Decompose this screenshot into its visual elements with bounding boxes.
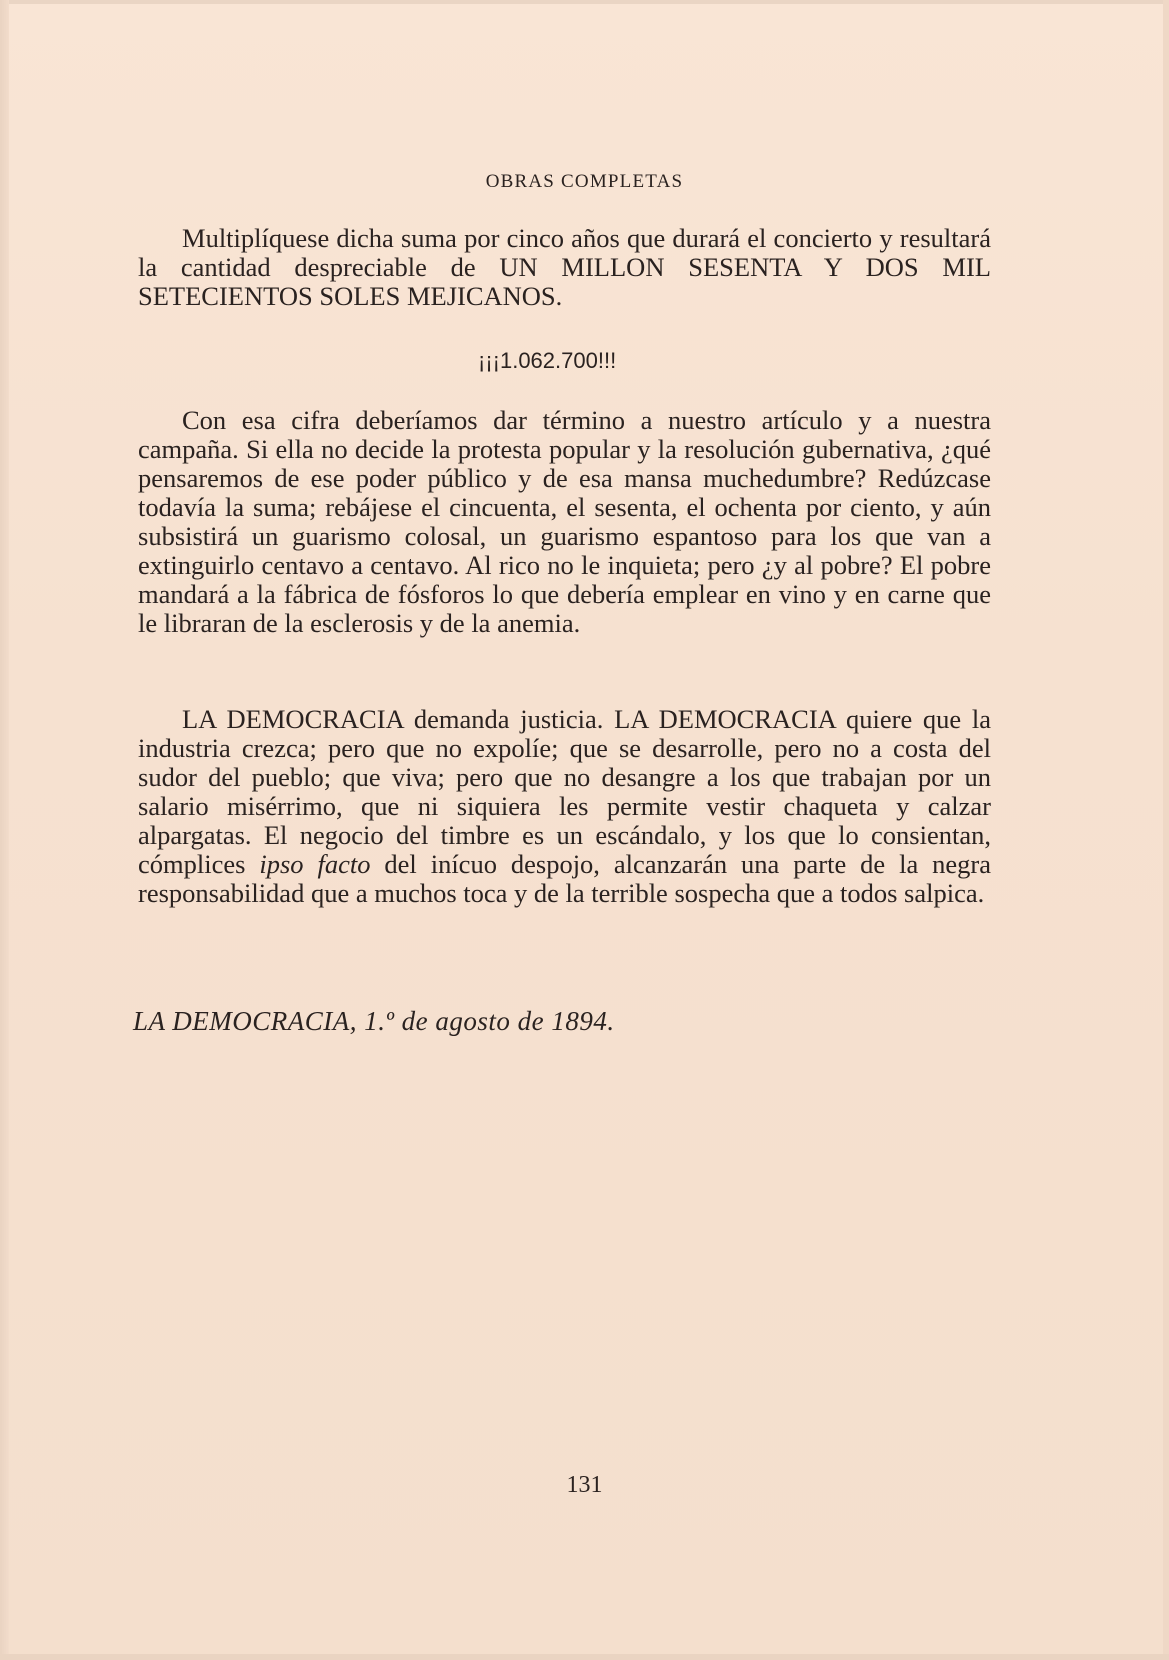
figure-line: ¡¡¡1.062.700!!! (478, 348, 617, 373)
paragraph-1: Multiplíquese dicha suma por cinco años que durará el concierto y resultará la cantidad despreciable de UN MILLON SESENTA Y DOS MIL SETECIENTOS SOLES MEJICANOS. (138, 223, 991, 311)
paragraph-3-italic-phrase: ipso facto (259, 849, 371, 879)
running-head: OBRAS COMPLETAS (485, 171, 684, 192)
page-number: 131 (566, 1472, 603, 1498)
paragraph-2: Con esa cifra deberíamos dar término a nuestro artículo y a nuestra campaña. Si ella no decide la protesta popular y la resolución gubernativa, ¿qué pensaremos de ese poder público y de esa mansa muchedumbre? Redúzcase todavía la suma; rebájese el cincuenta, el sesenta, el ochenta por ciento, y aún subsistirá un guarismo colosal, un guarismo espantoso para los que van a extinguirlo centavo a centavo. Al rico no le inquieta; pero ¿y al pobre? El pobre mandará a la fábrica de fósforos lo que debería emplear en vino y en carne que le libraran de la esclerosis y de la anemia. (138, 405, 991, 638)
page-left-edge (0, 0, 9, 1660)
page-bottom-edge (0, 1654, 1169, 1660)
page-right-edge (1163, 0, 1169, 1660)
paragraph-3 (138, 705, 991, 908)
paragraph-3-text-after: del inícuo despojo, alcanzarán una parte de la negra responsabilidad que a muchos toca y de la terrible sospecha que a todos salpica. (138, 849, 991, 908)
paragraph-3-text-before: LA DEMOCRACIA demanda justicia. LA DEMOCRACIA quiere que la industria crezca; pero que no expolíe; que se desarrolle, pero no a costa del sudor del pueblo; que viva; pero que no desangre a los que trabajan por un salario misérrimo, que ni siquiera les permite vestir chaqueta y calzar alpargatas. El negocio del timbre es un escándalo, y los que lo consientan, cómplices (138, 704, 991, 879)
article-signature: LA DEMOCRACIA, 1.º de agosto de 1894. (133, 1006, 615, 1036)
page-top-edge (0, 0, 1169, 4)
